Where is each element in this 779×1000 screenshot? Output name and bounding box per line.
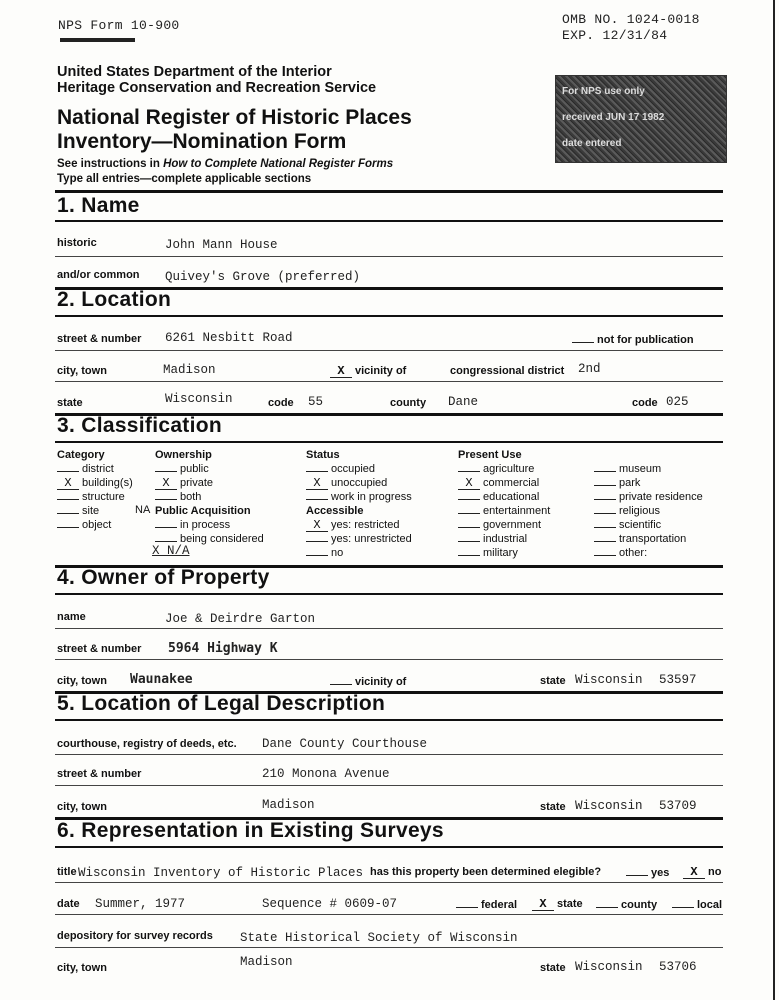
category-object: object [57,518,133,532]
code-label: code [268,397,294,409]
accessible-restricted: X yes: restricted [306,518,412,532]
use-scientific: scientific [594,518,703,532]
field-rule [55,256,723,257]
ownership-title: Ownership [155,449,212,461]
category-structure: structure [57,490,133,504]
section-3-heading: 3. Classification [57,414,222,437]
state-code-value: 55 [308,395,324,409]
survey-local: local [672,898,722,911]
instructions-line-2: Type all entries—complete applicable sections [57,173,312,185]
field-rule [55,914,723,915]
section-rule [55,441,723,443]
category-title: Category [57,449,105,461]
stamp-line-2: received JUN 17 1982 [562,112,665,123]
ownership-column [155,448,213,504]
survey-county: county [596,898,657,911]
use-religious: religious [594,504,703,518]
instructions-line-1: See instructions in How to Complete National Register Forms [57,158,394,170]
public-acquisition-column [155,504,264,546]
expiration-date: EXP. 12/31/84 [562,28,668,43]
legal-street-value: 210 Monona Avenue [262,767,390,781]
county-code-label: code [632,397,658,409]
present-use-column-1 [458,448,550,560]
section-1-heading: 1. Name [57,194,140,217]
survey-city-value: Madison [240,955,293,969]
section-2-heading: 2. Location [57,288,172,311]
form-number: NPS Form 10-900 [58,18,180,33]
section-5-heading: 5. Location of Legal Description [57,692,386,715]
owner-city-value: Waunakee [130,672,193,687]
survey-state-label: state [540,962,566,974]
use-agriculture: agriculture [458,462,550,476]
owner-street-label: street & number [57,643,142,655]
page-edge-line [773,0,775,1000]
present-use-title: Present Use [458,449,522,461]
state-label: state [57,397,83,409]
use-other: other: [594,546,703,560]
category-column [57,448,133,532]
category-buildings: X building(s) [57,476,133,490]
form-title-line-1: National Register of Historic Places [57,106,412,129]
owner-zip-value: 53597 [659,673,697,687]
historic-label: historic [57,237,97,249]
survey-title-value: Wisconsin Inventory of Historic Places [78,866,364,880]
accessible-no: no [306,546,412,560]
field-rule [55,882,723,883]
survey-title-label: title [57,866,77,878]
na-prefix: NA [135,504,151,516]
legal-city-value: Madison [262,798,315,812]
survey-city-label: city, town [57,962,107,974]
survey-zip-value: 53706 [659,960,697,974]
field-rule [55,754,723,755]
legal-state-value: Wisconsin [575,799,643,813]
section-rule [55,220,723,222]
category-district: district [57,462,133,476]
county-code-value: 025 [666,395,689,409]
acquisition-in-process: in process [155,518,264,532]
agency-line-2: Heritage Conservation and Recreation Service [57,80,377,96]
section-rule [55,315,723,317]
historic-name: John Mann House [165,238,278,252]
depository-value: State Historical Society of Wisconsin [240,931,518,945]
congressional-district-label: congressional district [450,365,565,377]
use-commercial: X commercial [458,476,550,490]
status-unoccupied: X unoccupied [306,476,412,490]
status-occupied: occupied [306,462,412,476]
owner-name: Joe & Deirdre Garton [165,612,316,626]
nps-use-only-stamp [555,75,727,163]
owner-state-label: state [540,675,566,687]
acquisition-being-considered: being considered [155,532,264,546]
city-town-label: city, town [57,365,107,377]
depository-label: depository for survey records [57,930,213,942]
survey-state: X state [532,898,583,911]
survey-date-value: Summer, 1977 [95,897,186,911]
form-title-line-2: Inventory—Nomination Form [57,130,347,153]
section-6-heading: 6. Representation in Existing Surveys [57,819,444,842]
survey-sequence-value: Sequence # 0609-07 [262,897,398,911]
status-title: Status [306,449,340,461]
section-rule [55,190,723,193]
owner-name-label: name [57,611,86,623]
street-number-label: street & number [57,333,142,345]
field-rule [55,659,723,660]
omb-number: OMB NO. 1024-0018 [562,12,700,27]
use-educational: educational [458,490,550,504]
survey-state-value: Wisconsin [575,960,643,974]
use-transportation: transportation [594,532,703,546]
not-for-publication: not for publication [572,333,694,346]
field-rule [55,947,723,948]
use-government: government [458,518,550,532]
public-acquisition-title: Public Acquisition [155,505,251,517]
owner-city-label: city, town [57,675,107,687]
city-town-value: Madison [163,363,216,377]
stamp-line-1: For NPS use only [562,86,645,97]
legal-state-label: state [540,801,566,813]
common-name-label: and/or common [57,269,140,281]
field-rule [55,350,723,351]
struck-text [60,38,135,42]
section-rule [55,846,723,848]
eligible-yes: yes [626,866,669,879]
stamp-line-3: date entered [562,138,622,149]
common-name: Quivey's Grove (preferred) [165,270,361,284]
state-value: Wisconsin [165,392,233,406]
use-military: military [458,546,550,560]
use-private-residence: private residence [594,490,703,504]
ownership-private: X private [155,476,213,490]
congressional-district-value: 2nd [578,362,601,376]
section-rule [55,719,723,721]
owner-state-value: Wisconsin [575,673,643,687]
field-rule [55,785,723,786]
county-label: county [390,397,427,409]
courthouse-value: Dane County Courthouse [262,737,428,751]
present-use-column-2 [594,462,703,560]
status-column [306,448,412,560]
use-industrial: industrial [458,532,550,546]
status-work-in-progress: work in progress [306,490,412,504]
field-rule [55,381,723,382]
vicinity-checkbox: X vicinity of [330,365,406,378]
eligible-question: has this property been determined elegible? [370,866,602,878]
eligible-no: X no [683,866,721,879]
survey-federal: federal [456,898,517,911]
legal-city-label: city, town [57,801,107,813]
field-rule [55,628,723,629]
category-site: site [57,504,133,518]
accessible-unrestricted: yes: unrestricted [306,532,412,546]
survey-date-label: date [57,898,80,910]
agency-line-1: United States Department of the Interior [57,64,332,80]
not-applicable-mark: X N/A [152,544,190,558]
section-rule [55,593,723,595]
ownership-public: public [155,462,213,476]
courthouse-label: courthouse, registry of deeds, etc. [57,738,237,750]
use-museum: museum [594,462,703,476]
accessible-title: Accessible [306,505,364,517]
street-number-value: 6261 Nesbitt Road [165,331,293,345]
use-park: park [594,476,703,490]
owner-vicinity: vicinity of [330,675,406,688]
legal-street-label: street & number [57,768,142,780]
section-4-heading: 4. Owner of Property [57,566,270,589]
use-entertainment: entertainment [458,504,550,518]
ownership-both: both [155,490,213,504]
owner-street-value: 5964 Highway K [168,641,278,656]
county-value: Dane [448,395,479,409]
legal-zip-value: 53709 [659,799,697,813]
